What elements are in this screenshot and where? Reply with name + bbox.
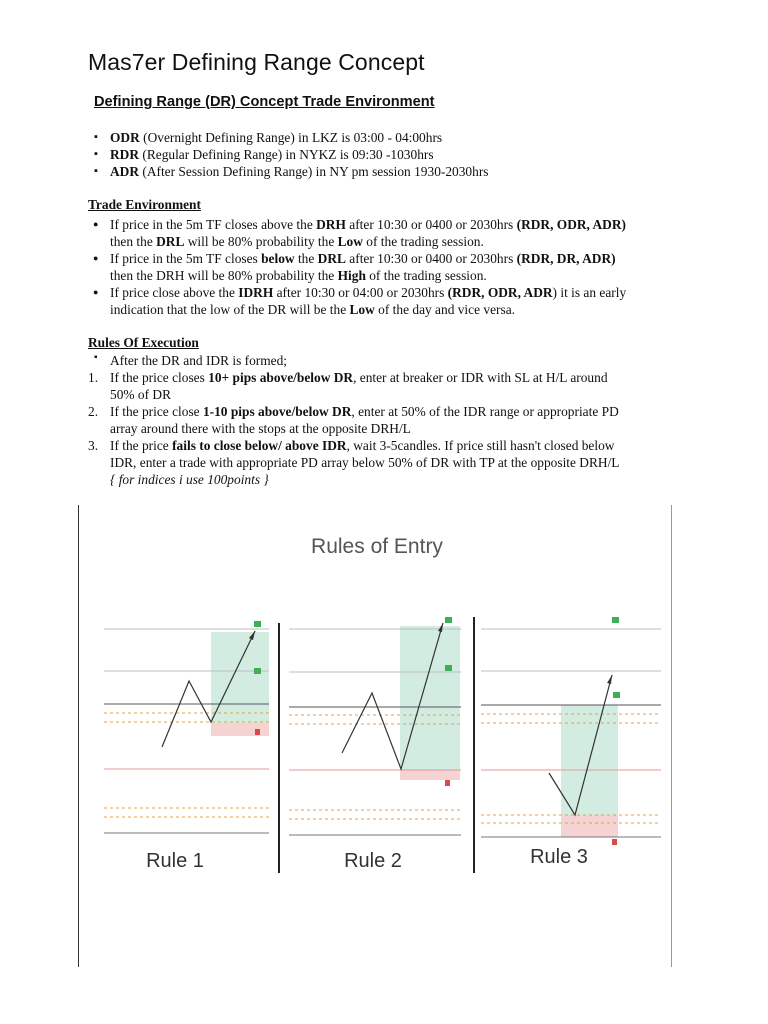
tp-zone bbox=[400, 626, 460, 769]
trade-environment-item: ● If price in the 5m TF closes below the DRL after 10:30 or 0400 or 2030hrs (RDR, DR, ADR) then the DRH will be 80% probability the High of the trading session. bbox=[92, 250, 626, 284]
definitions-list bbox=[94, 129, 489, 180]
rules-of-execution-list bbox=[88, 352, 619, 488]
green-marker-icon bbox=[612, 617, 619, 623]
indices-note: { for indices i use 100points } bbox=[110, 472, 269, 487]
panel-rule-3 bbox=[481, 617, 661, 868]
rule-item-2: 2. If the price close 1-10 pips above/below DR, enter at 50% of the IDR range or appropriate PD array around there with the stops at the opposite DRH/L bbox=[88, 404, 619, 436]
green-marker-icon bbox=[254, 668, 261, 674]
panel-label: Rule 2 bbox=[344, 850, 402, 872]
panel-label: Rule 3 bbox=[530, 846, 588, 868]
trade-environment-list bbox=[92, 216, 626, 318]
green-marker-icon bbox=[445, 665, 452, 671]
panel-rule-1 bbox=[104, 621, 269, 872]
red-marker-icon bbox=[255, 729, 260, 735]
trade-environment-item: ● If price close above the IDRH after 10:30 or 04:00 or 2030hrs (RDR, ODR, ADR) it is an early indication that the low of the DR will be the Low of the day and vice versa. bbox=[92, 284, 626, 318]
green-marker-icon bbox=[445, 617, 452, 623]
red-marker-icon bbox=[612, 839, 617, 845]
red-marker-icon bbox=[445, 780, 450, 786]
sl-zone bbox=[561, 815, 618, 837]
section-subtitle: Defining Range (DR) Concept Trade Environment bbox=[94, 94, 435, 110]
sl-zone bbox=[211, 723, 269, 736]
trade-environment-item: ● If price in the 5m TF closes above the DRH after 10:30 or 0400 or 2030hrs (RDR, ODR, ADR) then the DRL will be 80% probability the Low of the trading session. bbox=[92, 216, 626, 250]
square-bullet-icon: ▪ bbox=[94, 352, 98, 363]
rules-of-execution-heading: Rules Of Execution bbox=[88, 335, 199, 350]
tp-zone bbox=[211, 632, 269, 723]
green-marker-icon bbox=[254, 621, 261, 627]
green-marker-icon bbox=[613, 692, 620, 698]
page-title: Mas7er Defining Range Concept bbox=[88, 49, 425, 75]
rule-item-1: 1. If the price closes 10+ pips above/below DR, enter at breaker or IDR with SL at H/L around 50% of DR bbox=[88, 370, 608, 402]
trade-environment-heading: Trade Environment bbox=[88, 197, 201, 212]
panel-label: Rule 1 bbox=[146, 850, 204, 872]
panel-rule-2 bbox=[289, 617, 461, 872]
rules-intro: ▪ After the DR and IDR is formed; bbox=[94, 352, 288, 368]
rule-item-3: 3. If the price fails to close below/ above IDR, wait 3-5candles. If price still hasn't closed below IDR, enter a trade with appropriate PD array below 50% of DR with TP at the opposite DRH/L { for indices i use 100points } bbox=[88, 438, 620, 487]
definition-item-odr: ▪ ODR (Overnight Defining Range) in LKZ is 03:00 - 04:00hrs bbox=[94, 129, 489, 146]
figure-title: Rules of Entry bbox=[311, 535, 443, 558]
definition-item-rdr: ▪ RDR (Regular Defining Range) in NYKZ is 09:30 -1030hrs bbox=[94, 146, 489, 163]
sl-zone bbox=[400, 769, 460, 780]
rules-of-entry-diagram bbox=[79, 505, 671, 967]
definition-item-adr: ▪ ADR (After Session Defining Range) in NY pm session 1930-2030hrs bbox=[94, 163, 489, 180]
rules-of-entry-figure bbox=[78, 505, 672, 967]
arrow-head-icon bbox=[607, 675, 612, 684]
